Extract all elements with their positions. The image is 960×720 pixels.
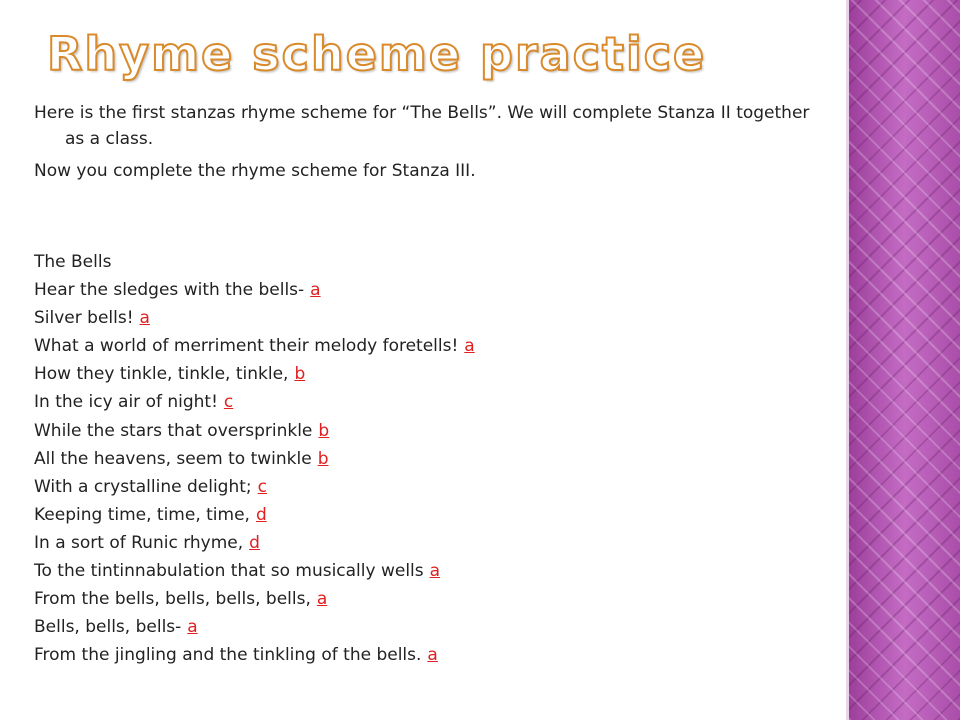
rhyme-scheme-link[interactable]: d [249, 532, 260, 553]
poem-line [34, 445, 814, 473]
poem [34, 248, 814, 669]
poem-line-text: While the stars that oversprinkle [34, 420, 313, 441]
poem-line-text: Silver bells! [34, 308, 134, 329]
poem-line [34, 276, 814, 304]
rhyme-scheme-link[interactable]: a [139, 308, 150, 329]
poem-line [34, 417, 814, 445]
decorative-side-band [849, 0, 960, 720]
poem-line-text: From the jingling and the tinkling of the bells. [34, 645, 422, 666]
slide-title: Rhyme scheme practice [47, 27, 707, 81]
rhyme-scheme-link[interactable]: a [429, 561, 441, 582]
poem-line [34, 304, 814, 332]
rhyme-scheme-link[interactable]: a [310, 280, 321, 301]
poem-line [34, 332, 814, 360]
intro-paragraph-1: Here is the first stanzas rhyme scheme for “The Bells”. We will complete Stanza II together as a class. [34, 103, 810, 149]
poem-line-text: With a crystalline delight; [34, 476, 252, 497]
poem-line-text: Bells, bells, bells- [34, 617, 182, 638]
poem-line-text: From the bells, bells, bells, bells, [34, 589, 311, 610]
rhyme-scheme-link[interactable]: b [294, 364, 306, 385]
poem-line-text: In the icy air of night! [34, 392, 218, 413]
poem-line-text: What a world of merriment their melody foretells! [34, 336, 459, 357]
intro-paragraph-2: Now you complete the rhyme scheme for Stanza III. [34, 161, 476, 181]
poem-line [34, 641, 814, 669]
poem-line [34, 388, 814, 416]
intro-text [34, 100, 814, 190]
poem-line [34, 529, 814, 557]
poem-line [34, 585, 814, 613]
rhyme-scheme-link[interactable]: b [318, 420, 330, 441]
rhyme-scheme-link[interactable]: a [427, 645, 438, 666]
poem-line [34, 501, 814, 529]
rhyme-scheme-link[interactable]: a [187, 617, 198, 638]
poem-line [34, 360, 814, 388]
poem-line-text: All the heavens, seem to twinkle [34, 448, 312, 469]
poem-line-text: To the tintinnabulation that so musically wells [34, 561, 424, 582]
poem-line [34, 557, 814, 585]
poem-line [34, 613, 814, 641]
rhyme-scheme-link[interactable]: c [223, 392, 234, 413]
rhyme-scheme-link[interactable]: b [317, 448, 329, 469]
rhyme-scheme-link[interactable]: d [255, 504, 267, 525]
rhyme-scheme-link[interactable]: c [257, 476, 267, 497]
poem-line-text: In a sort of Runic rhyme, [34, 532, 244, 553]
poem-line-text: How they tinkle, tinkle, tinkle, [34, 364, 289, 385]
poem-line [34, 473, 814, 501]
poem-title: The Bells [34, 252, 112, 272]
poem-line-text: Hear the sledges with the bells- [34, 280, 305, 301]
poem-line-text: Keeping time, time, time, [34, 504, 250, 525]
rhyme-scheme-link[interactable]: a [464, 336, 475, 357]
rhyme-scheme-link[interactable]: a [316, 589, 328, 610]
